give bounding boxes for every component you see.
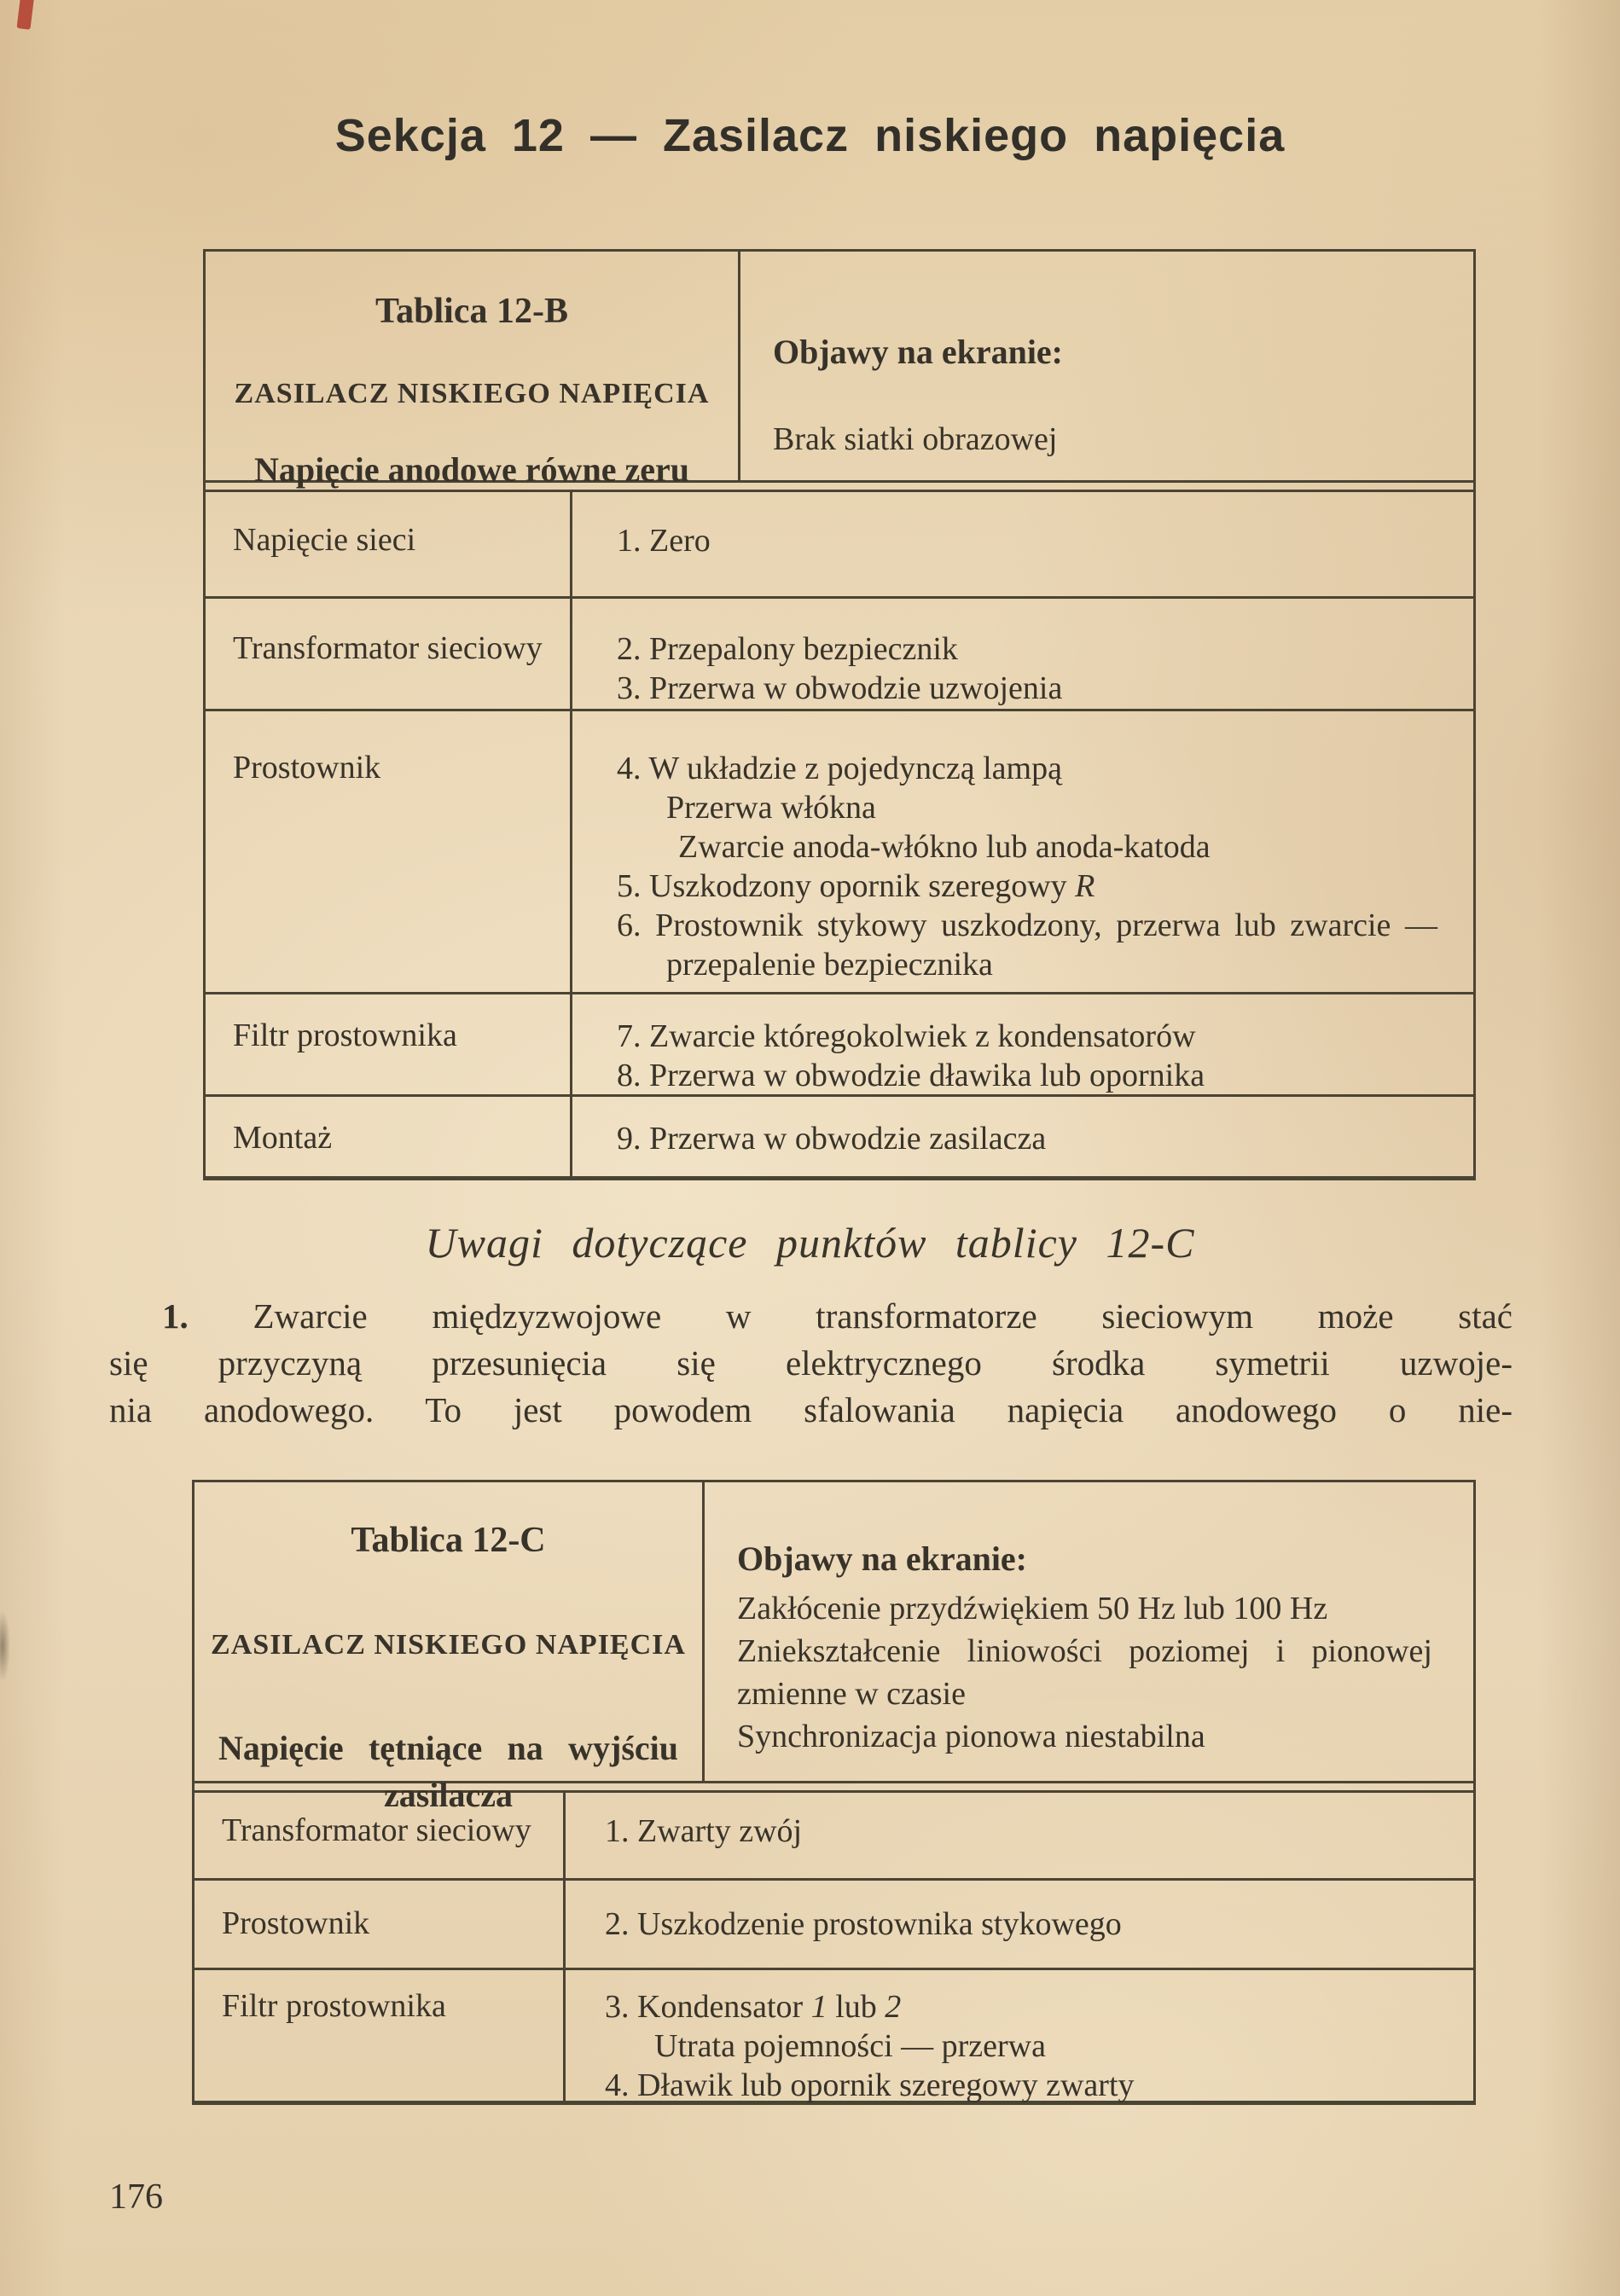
component-label: Transformator sieciowy (195, 1793, 566, 1878)
cause-line: 9. Przerwa w obwodzie zasilacza (617, 1121, 1047, 1157)
symptom-line: zmienne w czasie (737, 1676, 966, 1712)
cause-line: Utrata pojemności — przerwa (654, 2028, 1046, 2064)
symptom-line: Zakłócenie przydźwiękiem 50 Hz lub 100 Hz (737, 1591, 1328, 1626)
cause-line: 2. Przepalony bezpiecznik (617, 631, 958, 667)
table-12b-header (206, 252, 1473, 489)
cause-line: Przerwa włókna (666, 790, 876, 826)
table-12b-header-right (740, 252, 1473, 480)
cause-line: Zwarcie anoda-włókno lub anoda-katoda (678, 829, 1211, 865)
symptom-line: Brak siatki obrazowej (773, 421, 1058, 457)
table-12c-org: ZASILACZ NISKIEGO NAPIĘCIA (211, 1629, 686, 1661)
cause-line: 3. Przerwa w obwodzie uzwojenia (617, 670, 1063, 706)
table-12b-title: Tablica 12-B (375, 292, 568, 331)
cause-line: 5. Uszkodzony opornik szeregowy R (617, 868, 1095, 904)
cause-line: 6. Prostownik stykowy uszkodzony, przerwa lub zwarcie — (617, 907, 1437, 943)
table-12b-org: ZASILACZ NISKIEGO NAPIĘCIA (234, 378, 710, 409)
table-12c-header (195, 1482, 1473, 1814)
table-row (206, 992, 1473, 1094)
table-row (206, 596, 1473, 709)
italic-number: 1 (810, 1989, 827, 2025)
cause-line: 1. Zwarty zwój (605, 1813, 803, 1849)
table-row (206, 709, 1473, 992)
cause-line: 2. Uszkodzenie prostownika stykowego (605, 1906, 1122, 1942)
component-label: Filtr prostownika (206, 994, 572, 1094)
edge-smudge (0, 1610, 10, 1682)
table-row (206, 492, 1473, 596)
table-row (195, 1968, 1473, 2101)
component-label: Filtr prostownika (195, 1970, 566, 2101)
symptom-line: Zniekształcenie liniowości poziomej i pionowej (737, 1633, 1432, 1669)
paragraph-line: się przyczyną przesunięcia się elektrycznego środka symetrii uzwoje- (109, 1343, 1513, 1383)
paragraph-line: 1. Zwarcie międzyzwojowe w transformatorze sieciowym może stać (162, 1296, 1513, 1336)
table-12b-header-left (206, 252, 740, 489)
cause-line: przepalenie bezpiecznika (666, 947, 993, 983)
component-label: Prostownik (206, 711, 572, 992)
table-row (206, 1094, 1473, 1176)
paragraph-line: nia anodowego. To jest powodem sfalowania napięcia anodowego o nie- (109, 1390, 1513, 1429)
italic-symbol: R (1075, 868, 1095, 904)
table-12c-header-left (195, 1482, 705, 1814)
italic-number: 2 (885, 1989, 902, 2025)
table-12c-condition-line2: zasilacza (383, 1776, 514, 1814)
component-label: Transformator sieciowy (206, 599, 572, 709)
notes-paragraph (109, 1293, 1513, 1434)
page-title: Sekcja 12 — Zasilacz niskiego napięcia (334, 110, 1286, 161)
symptoms-label: Objawy na ekranie: (773, 333, 1063, 371)
cause-line: 4. W układzie z pojedynczą lampą (617, 751, 1062, 786)
table-12c-title: Tablica 12-C (351, 1521, 546, 1560)
cause-line: 7. Zwarcie któregokolwiek z kondensatorów (617, 1018, 1196, 1054)
table-12c-condition: Napięcie tętniące na wyjściu (218, 1729, 678, 1767)
cause-line: 8. Przerwa w obwodzie dławika lub opornika (617, 1058, 1205, 1093)
page-number: 176 (109, 2177, 163, 2217)
cause-line: 1. Zero (617, 523, 711, 559)
component-label: Prostownik (195, 1881, 566, 1968)
cause-line: 3. Kondensator 1 lub 2 (605, 1989, 902, 2025)
symptoms-label: Objawy na ekranie: (737, 1539, 1027, 1578)
red-ink-mark (17, 0, 35, 30)
notes-heading: Uwagi dotyczące punktów tablicy 12-C (425, 1219, 1195, 1267)
symptom-line: Synchronizacja pionowa niestabilna (737, 1719, 1205, 1754)
component-label: Napięcie sieci (206, 492, 572, 596)
table-row (195, 1878, 1473, 1968)
table-12c-header-right (705, 1482, 1473, 1781)
paragraph-number: 1. (162, 1296, 189, 1336)
table-12c (192, 1480, 1476, 2105)
table-12b (203, 249, 1476, 1180)
table-row (195, 1793, 1473, 1878)
cause-line: 4. Dławik lub opornik szeregowy zwarty (605, 2067, 1135, 2103)
component-label: Montaż (206, 1097, 572, 1176)
table-12b-condition: Napięcie anodowe równe zeru (254, 450, 689, 489)
